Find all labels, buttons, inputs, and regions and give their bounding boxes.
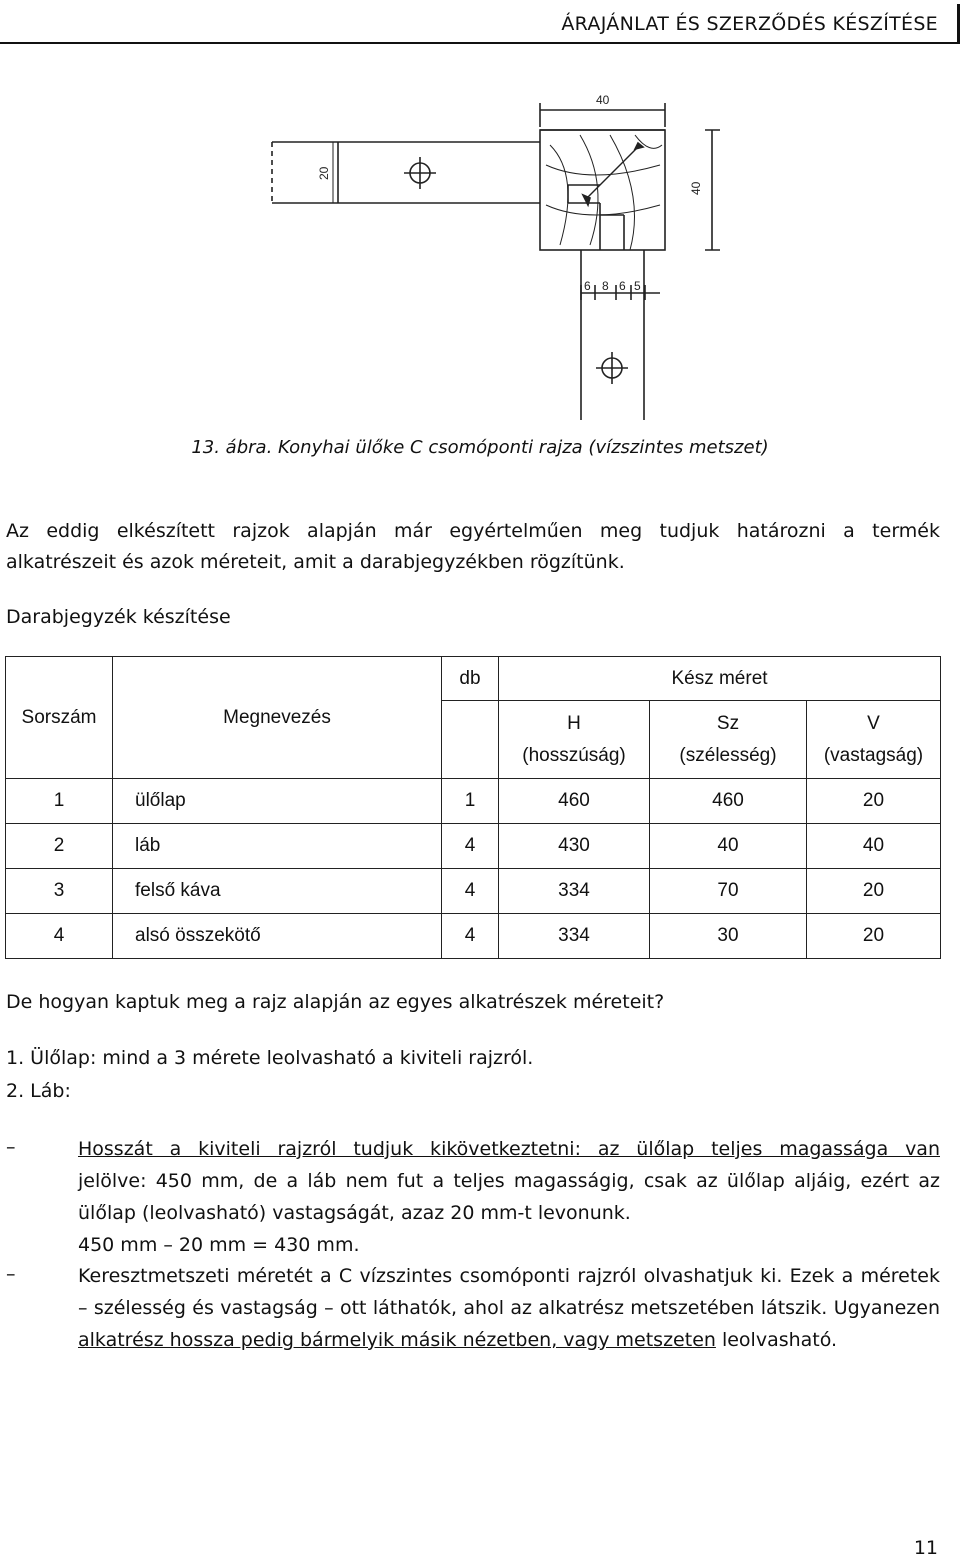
list-item-lab: 2. Láb:: [6, 1080, 71, 1102]
parts-list-table: [5, 656, 941, 959]
row-h: 460: [499, 779, 650, 824]
question-text: De hogyan kaptuk meg a rajz alapján az egyes alkatrészek méreteit?: [6, 991, 665, 1013]
bullet-cross-section-end: leolvasható.: [715, 1329, 838, 1351]
row-v: 20: [807, 914, 941, 959]
header-sz: [650, 701, 807, 779]
row-db: 1: [442, 779, 499, 824]
row-no: 2: [6, 824, 113, 869]
dim-bottom-1: 6: [584, 279, 591, 293]
row-no: 1: [6, 779, 113, 824]
intro-paragraph: [6, 516, 940, 578]
bullet-dash-1: –: [6, 1136, 16, 1158]
bullet-length-text: jelölve: 450 mm, de a láb nem fut a teljes magasságig, csak az ülőlap aljáig, ezért az ülőlap (leolvasható) vastagságát, azaz 20 mm-t levonunk.: [78, 1170, 940, 1224]
header-kesz-meret: Kész méret: [499, 657, 941, 701]
row-no: 3: [6, 869, 113, 914]
dim-top-label: 40: [596, 93, 610, 107]
dim-bottom-4: 5: [634, 279, 641, 293]
row-sz: 70: [650, 869, 807, 914]
row-v: 40: [807, 824, 941, 869]
table-row: [6, 824, 941, 869]
bullet-length: [78, 1133, 940, 1261]
bullet-cross-section: [78, 1260, 940, 1356]
row-h: 334: [499, 869, 650, 914]
bullet-length-underlined: Hosszát a kiviteli rajzról tudjuk kikövetkeztetni: az ülőlap teljes magassága van: [78, 1138, 940, 1160]
bullet-dash-2: –: [6, 1263, 16, 1285]
header-v-sub: (vastagság): [823, 744, 924, 766]
header-h-sub: (hosszúság): [522, 744, 626, 766]
page-number: 11: [913, 1537, 938, 1559]
figure-caption: 13. ábra. Konyhai ülőke C csomóponti rajza (vízszintes metszet): [191, 437, 769, 458]
page-header: [0, 0, 960, 44]
row-db: 4: [442, 914, 499, 959]
dim-bottom-2: 8: [602, 279, 609, 293]
dim-right-label: 40: [689, 181, 703, 195]
bullet-length-formula: 450 mm – 20 mm = 430 mm.: [78, 1234, 360, 1256]
header-h-label: H: [567, 712, 581, 734]
table-row: [6, 869, 941, 914]
dim-bottom-3: 6: [619, 279, 626, 293]
row-db: 4: [442, 824, 499, 869]
row-v: 20: [807, 869, 941, 914]
dim-left-label: 20: [317, 166, 331, 180]
row-sz: 460: [650, 779, 807, 824]
header-v-label: V: [867, 712, 880, 734]
row-name: alsó összekötő: [113, 914, 442, 959]
header-title: ÁRAJÁNLAT ÉS SZERZŐDÉS KÉSZÍTÉSE: [561, 13, 938, 35]
row-v: 20: [807, 779, 941, 824]
header-v: [807, 701, 941, 779]
header-sorszam: Sorszám: [6, 657, 113, 779]
bullet-cross-section-underlined: alkatrész hossza pedig bármelyik másik nézetben, vagy metszeten: [78, 1329, 716, 1351]
table-row: [6, 779, 941, 824]
header-sz-sub: (szélesség): [679, 744, 777, 766]
header-h: [499, 701, 650, 779]
section-heading: Darabjegyzék készítése: [6, 606, 231, 628]
row-name: láb: [113, 824, 442, 869]
header-db: db: [442, 657, 499, 701]
header-db-empty: [442, 701, 499, 779]
list-item-ulolap: 1. Ülőlap: mind a 3 mérete leolvasható a kiviteli rajzról.: [6, 1047, 534, 1069]
header-rule: [0, 42, 960, 44]
row-name: felső káva: [113, 869, 442, 914]
row-sz: 40: [650, 824, 807, 869]
header-sz-label: Sz: [716, 712, 740, 734]
intro-line-2: alkatrészeit és azok méreteit, amit a darabjegyzékben rögzítünk.: [6, 551, 625, 573]
table-row: [6, 914, 941, 959]
row-db: 4: [442, 869, 499, 914]
row-h: 334: [499, 914, 650, 959]
row-no: 4: [6, 914, 113, 959]
bullet-cross-section-text: Keresztmetszeti méretét a C vízszintes csomóponti rajzról olvashatjuk ki. Ezek a méretek – szélesség és vastagság – ott láthatók, ahol az alkatrész metszetében látszik. Ugyanezen: [78, 1265, 940, 1319]
row-h: 430: [499, 824, 650, 869]
header-megnevezes: Megnevezés: [113, 657, 442, 779]
row-sz: 30: [650, 914, 807, 959]
intro-line-1: Az eddig elkészített rajzok alapján már egyértelműen meg tudjuk határozni a termék: [6, 520, 940, 542]
joint-section-drawing: [250, 85, 730, 420]
row-name: ülőlap: [113, 779, 442, 824]
